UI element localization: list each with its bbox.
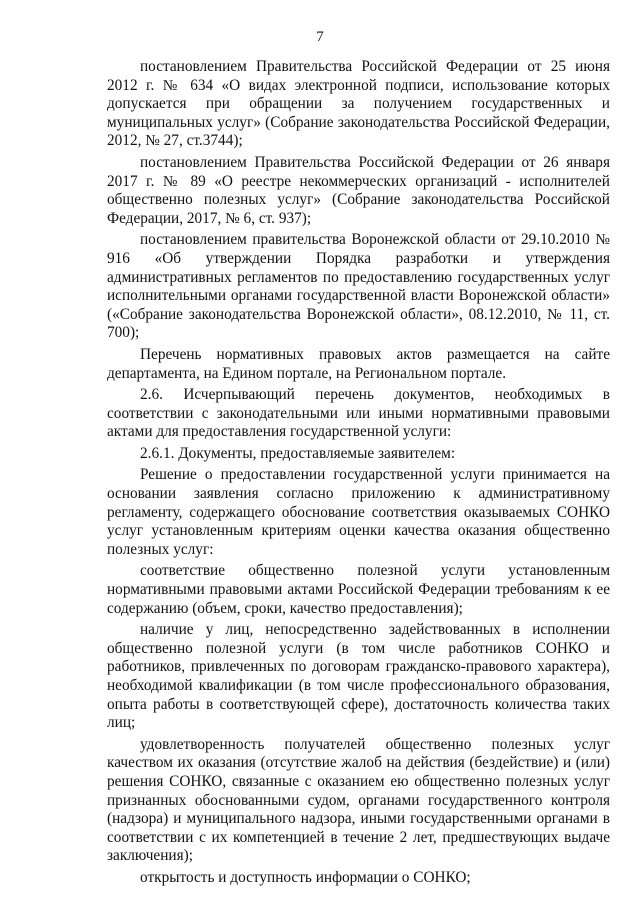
paragraph-acts-list: Перечень нормативных правовых актов размещается на сайте департамента, на Едином портале, на Региональном портале. [107,345,610,382]
paragraph-section-2-6: 2.6. Исчерпывающий перечень документов, необходимых в соответствии с законодательными или иными нормативными правовыми актами для предоставления государственной услуги: [107,386,610,441]
paragraph-decision: Решение о предоставлении государственной услуги принимается на основании заявления согласно приложению к административному регламенту, содержащего обоснование соответствия оказываемых СОНКО услуг установленным критериям оценки качества оказания общественно полезных услуг: [107,466,610,558]
page-number: 7 [316,29,324,45]
paragraph-criterion-satisfaction: удовлетворенность получателей общественно полезных услуг качеством их оказания (отсутствие жалоб на действия (бездействие) и (или) решения СОНКО, связанные с оказанием ею общественно полезных услуг признанных обоснованными судом, органами государственного контроля (надзора) и муниципального надзора, иными государственными органами в соответствии с их компетенцией в течение 2 лет, предшествующих выдаче заключения); [107,735,610,865]
paragraph-decree-89: постановлением Правительства Российской Федерации от 26 января 2017 г. № 89 «О реестре некоммерческих организаций - исполнителей общественно полезных услуг» (Собрание законодательства Российской Федерации, 2017, № 6, ст. 937); [107,153,610,227]
document-body [107,58,610,888]
paragraph-criterion-openness: открытость и доступность информации о СОНКО; [140,868,471,886]
paragraph-criterion-qualification: наличие у лиц, непосредственно задействованных в исполнении общественно полезной услуги (в том числе работников СОНКО и работников, привлеченных по договорам гражданско-правового характера), необходимой квалификации (в том числе профессионального образования, опыта работы в соответствующей сфере), достаточность количества таких лиц; [107,621,610,732]
paragraph-decree-634: постановлением Правительства Российской Федерации от 25 июня 2012 г. № 634 «О видах электронной подписи, использование которых допускается при обращении за получением государственных и муниципальных услуг» (Собрание законодательства Российской Федерации, 2012, № 27, ст.3744); [107,58,610,150]
paragraph-decree-916: постановлением правительства Воронежской области от 29.10.2010 № 916 «Об утверждении Порядка разработки и утверждения административных регламентов по предоставлению государственных услуг исполнительными органами государственной власти Воронежской области» («Собрание законодательства Воронежской области», 08.12.2010, № 11, ст. 700); [107,231,610,342]
paragraph-criterion-compliance: соответствие общественно полезной услуги установленным нормативными правовыми актами Российской Федерации требованиям к ее содержанию (объем, сроки, качество предоставления); [107,562,610,617]
paragraph-section-2-6-1: 2.6.1. Документы, предоставляемые заявителем: [140,444,456,462]
